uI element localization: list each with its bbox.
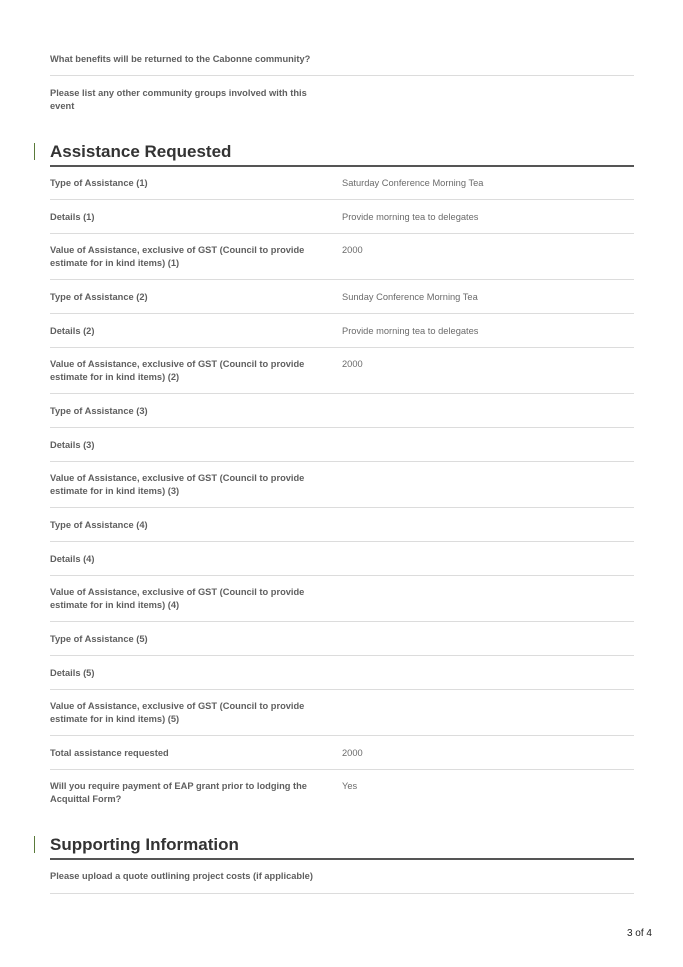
field-value: 2000 [342,245,363,255]
section-title: Supporting Information [50,835,239,854]
form-row [50,177,634,200]
field-label: Value of Assistance, exclusive of GST (Council to provide estimate for in kind items) (1) [50,245,305,268]
form-row-total [50,747,634,770]
field-label: Value of Assistance, exclusive of GST (Council to provide estimate for in kind items) (3) [50,473,305,496]
field-label: Type of Assistance (3) [50,406,148,416]
section-supporting-information [0,834,683,862]
section-rule [50,165,634,167]
field-label: Type of Assistance (5) [50,634,148,644]
field-label: Value of Assistance, exclusive of GST (Council to provide estimate for in kind items) (5) [50,701,305,724]
section-marker [34,836,35,853]
field-label: Type of Assistance (4) [50,520,148,530]
field-label: Total assistance requested [50,748,169,758]
field-value: 2000 [342,359,363,369]
section-marker [34,143,35,160]
form-row [50,667,634,690]
section-rule [50,858,634,860]
field-label: Details (4) [50,554,95,564]
form-row-community-groups [50,87,634,117]
form-row-eap-payment [50,780,634,810]
form-row [50,405,634,428]
field-value: Saturday Conference Morning Tea [342,178,484,188]
field-value: Yes [342,781,358,791]
field-label: What benefits will be returned to the Cabonne community? [50,54,311,64]
form-row [50,633,634,656]
field-label: Type of Assistance (2) [50,292,148,302]
form-row-quote-upload [50,870,634,894]
field-label: Details (2) [50,326,95,336]
field-label: Please upload a quote outlining project costs (if applicable) [50,871,313,881]
field-value: 2000 [342,748,363,758]
field-value: Provide morning tea to delegates [342,326,479,336]
form-row [50,211,634,234]
section-assistance-requested [0,141,683,169]
form-row-community-benefits [50,53,634,76]
form-row [50,439,634,462]
field-value: Sunday Conference Morning Tea [342,292,478,302]
page-number: 3 of 4 [626,928,652,939]
field-label: Value of Assistance, exclusive of GST (Council to provide estimate for in kind items) (4) [50,587,305,610]
field-label: Details (5) [50,668,95,678]
form-row [50,358,634,394]
field-label: Details (1) [50,212,95,222]
form-row [50,553,634,576]
form-row [50,586,634,622]
form-row [50,325,634,348]
field-label: Will you require payment of EAP grant prior to lodging the Acquittal Form? [50,781,307,804]
section-title: Assistance Requested [50,142,232,161]
form-row [50,519,634,542]
field-label: Please list any other community groups involved with this event [50,88,307,111]
field-label: Type of Assistance (1) [50,178,148,188]
form-row [50,244,634,280]
form-row [50,700,634,736]
field-label: Value of Assistance, exclusive of GST (Council to provide estimate for in kind items) (2) [50,359,305,382]
field-label: Details (3) [50,440,95,450]
field-value: Provide morning tea to delegates [342,212,479,222]
form-row [50,291,634,314]
form-row [50,472,634,508]
